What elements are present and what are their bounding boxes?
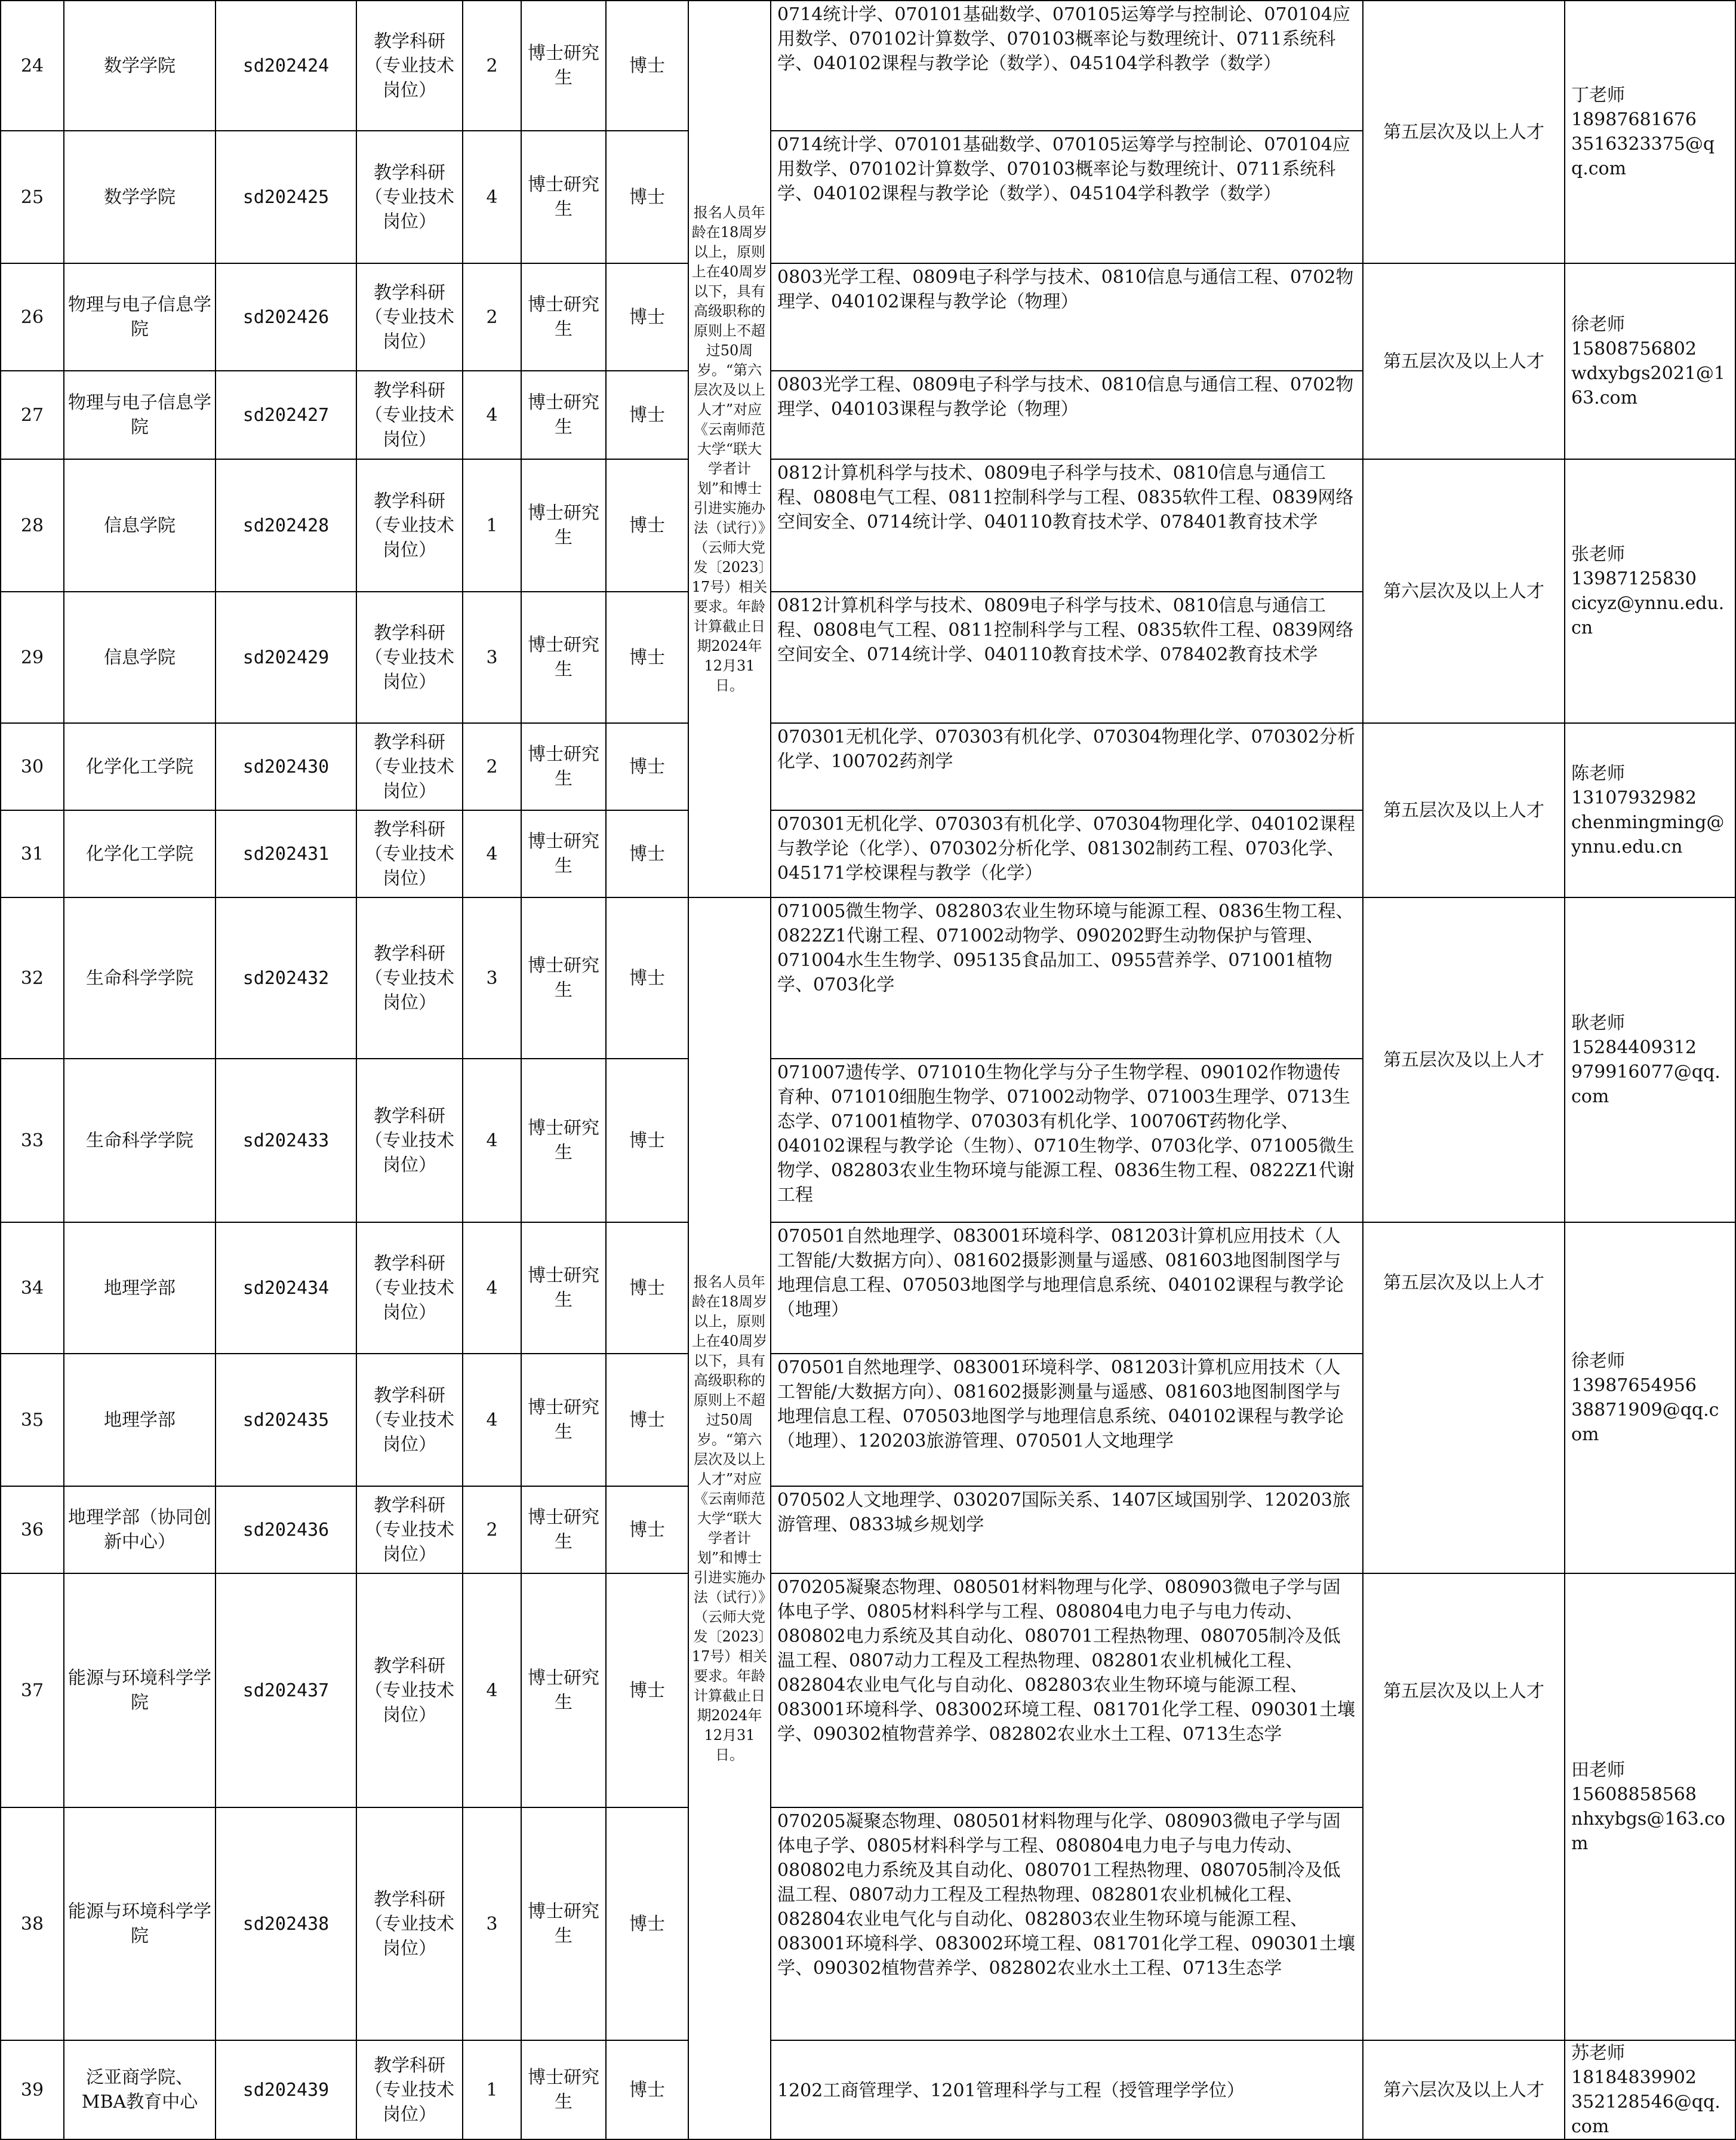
row-number: 27 [1, 371, 64, 459]
major-list: 070501自然地理学、083001环境科学、081203计算机应用技术（人工智能/大数据方向）、081602摄影测量与遥感、081603地图制图学与地理信息工程、070503地图学与地理信息系统、040102课程与教学论（地理） [771, 1222, 1363, 1354]
degree: 博士 [606, 1354, 688, 1486]
post-code: sd202429 [216, 592, 356, 723]
major-list: 070502人文地理学、030207国际关系、1407区域国别学、120203旅游管理、0833城乡规划学 [771, 1486, 1363, 1573]
headcount: 4 [463, 1573, 521, 1807]
post-type: 教学科研（专业技术岗位） [356, 723, 463, 810]
education: 博士研究生 [521, 810, 606, 897]
post-type: 教学科研（专业技术岗位） [356, 2040, 463, 2139]
department: 信息学院 [64, 459, 216, 592]
row-number: 32 [1, 897, 64, 1059]
degree: 博士 [606, 131, 688, 263]
headcount: 4 [463, 1354, 521, 1486]
requirement-note: 报名人员年龄在18周岁以上，原则上在40周岁以下，具有高级职称的原则上不超过50周岁。“第六层次及以上人才”对应《云南师范大学“联大学者计划”和博士引进实施办法（试行）》（云师大党发〔2023〕17号）相关要求。年龄计算截止日期2024年12月31日。 [688, 1, 771, 897]
degree: 博士 [606, 1222, 688, 1354]
department: 能源与环境科学学院 [64, 1573, 216, 1807]
headcount: 4 [463, 810, 521, 897]
post-code: sd202436 [216, 1486, 356, 1573]
post-type: 教学科研（专业技术岗位） [356, 1486, 463, 1573]
row-number: 24 [1, 1, 64, 131]
post-code: sd202425 [216, 131, 356, 263]
contact-info: 田老师 15608858568 nhxybgs@163.com [1565, 1573, 1735, 2040]
table-row [1, 459, 1735, 592]
contact-info: 耿老师 15284409312 979916077@qq.com [1565, 897, 1735, 1222]
contact-info: 徐老师 13987654956 38871909@qq.com [1565, 1222, 1735, 1573]
post-type: 教学科研（专业技术岗位） [356, 263, 463, 371]
headcount: 4 [463, 1222, 521, 1354]
department: 化学化工学院 [64, 723, 216, 810]
degree: 博士 [606, 810, 688, 897]
row-number: 28 [1, 459, 64, 592]
major-list: 070501自然地理学、083001环境科学、081203计算机应用技术（人工智能/大数据方向）、081602摄影测量与遥感、081603地图制图学与地理信息工程、070503地图学与地理信息系统、040102课程与教学论（地理）、120203旅游管理、070501人文地理学 [771, 1354, 1363, 1486]
degree: 博士 [606, 263, 688, 371]
post-type: 教学科研（专业技术岗位） [356, 897, 463, 1059]
degree: 博士 [606, 2040, 688, 2139]
major-list: 0803光学工程、0809电子科学与技术、0810信息与通信工程、0702物理学、040103课程与教学论（物理） [771, 371, 1363, 459]
row-number: 33 [1, 1059, 64, 1222]
post-code: sd202432 [216, 897, 356, 1059]
table-row [1, 1573, 1735, 1807]
post-code: sd202428 [216, 459, 356, 592]
post-code: sd202438 [216, 1807, 356, 2040]
headcount: 2 [463, 1486, 521, 1573]
row-number: 31 [1, 810, 64, 897]
row-number: 29 [1, 592, 64, 723]
headcount: 4 [463, 131, 521, 263]
table-row [1, 1, 1735, 131]
talent-level: 第五层次及以上人才 [1363, 263, 1565, 459]
education: 博士研究生 [521, 1222, 606, 1354]
major-list: 070301无机化学、070303有机化学、070304物理化学、040102课程与教学论（化学）、070302分析化学、081302制药工程、0703化学、045171学校课程与教学（化学） [771, 810, 1363, 897]
post-code: sd202427 [216, 371, 356, 459]
department: 地理学部（协同创新中心） [64, 1486, 216, 1573]
talent-level: 第五层次及以上人才 [1363, 1573, 1565, 2040]
education: 博士研究生 [521, 2040, 606, 2139]
major-list: 1202工商管理学、1201管理科学与工程（授管理学学位） [771, 2040, 1363, 2139]
row-number: 26 [1, 263, 64, 371]
major-list: 070205凝聚态物理、080501材料物理与化学、080903微电子学与固体电子学、0805材料科学与工程、080804电力电子与电力传动、080802电力系统及其自动化、080701工程热物理、080705制冷及低温工程、0807动力工程及工程热物理、082801农业机械化工程、082804农业电气化与自动化、082803农业生物环境与能源工程、083001环境科学、083002环境工程、081701化学工程、090301土壤学、090302植物营养学、082802农业水土工程、0713生态学 [771, 1573, 1363, 1807]
post-type: 教学科研（专业技术岗位） [356, 1222, 463, 1354]
department: 泛亚商学院、MBA教育中心 [64, 2040, 216, 2139]
major-list: 0812计算机科学与技术、0809电子科学与技术、0810信息与通信工程、0808电气工程、0811控制科学与工程、0835软件工程、0839网络空间安全、0714统计学、040110教育技术学、078402教育技术学 [771, 592, 1363, 723]
row-number: 35 [1, 1354, 64, 1486]
department: 地理学部 [64, 1222, 216, 1354]
post-type: 教学科研（专业技术岗位） [356, 1354, 463, 1486]
headcount: 3 [463, 1807, 521, 2040]
department: 生命科学学院 [64, 897, 216, 1059]
talent-level: 第六层次及以上人才 [1363, 459, 1565, 723]
education: 博士研究生 [521, 1354, 606, 1486]
table-row [1, 263, 1735, 371]
headcount: 3 [463, 592, 521, 723]
post-type: 教学科研（专业技术岗位） [356, 1059, 463, 1222]
row-number: 36 [1, 1486, 64, 1573]
education: 博士研究生 [521, 1807, 606, 2040]
post-type: 教学科研（专业技术岗位） [356, 1573, 463, 1807]
headcount: 4 [463, 1059, 521, 1222]
major-list: 0803光学工程、0809电子科学与技术、0810信息与通信工程、0702物理学、040102课程与教学论（物理） [771, 263, 1363, 371]
department: 物理与电子信息学院 [64, 263, 216, 371]
talent-level: 第五层次及以上人才 [1363, 723, 1565, 897]
department: 数学学院 [64, 1, 216, 131]
major-list: 070301无机化学、070303有机化学、070304物理化学、070302分析化学、100702药剂学 [771, 723, 1363, 810]
degree: 博士 [606, 1059, 688, 1222]
post-code: sd202426 [216, 263, 356, 371]
contact-info: 丁老师 18987681676 3516323375@qq.com [1565, 1, 1735, 263]
degree: 博士 [606, 1, 688, 131]
post-type: 教学科研（专业技术岗位） [356, 1807, 463, 2040]
degree: 博士 [606, 1807, 688, 2040]
degree: 博士 [606, 371, 688, 459]
major-list: 071005微生物学、082803农业生物环境与能源工程、0836生物工程、0822Z1代谢工程、071002动物学、090202野生动物保护与管理、071004水生生物学、095135食品加工、0955营养学、071001植物学、0703化学 [771, 897, 1363, 1059]
post-code: sd202431 [216, 810, 356, 897]
degree: 博士 [606, 1486, 688, 1573]
post-code: sd202430 [216, 723, 356, 810]
degree: 博士 [606, 1573, 688, 1807]
requirement-note: 报名人员年龄在18周岁以上，原则上在40周岁以下，具有高级职称的原则上不超过50周岁。“第六层次及以上人才”对应《云南师范大学“联大学者计划”和博士引进实施办法（试行）》（云师大党发〔2023〕17号）相关要求。年龄计算截止日期2024年12月31日。 [688, 897, 771, 2139]
education: 博士研究生 [521, 1573, 606, 1807]
post-type: 教学科研（专业技术岗位） [356, 1, 463, 131]
education: 博士研究生 [521, 592, 606, 723]
talent-level: 第五层次及以上人才 [1363, 1222, 1565, 1573]
post-code: sd202435 [216, 1354, 356, 1486]
headcount: 2 [463, 263, 521, 371]
degree: 博士 [606, 459, 688, 592]
major-list: 0714统计学、070101基础数学、070105运筹学与控制论、070104应用数学、070102计算数学、070103概率论与数理统计、0711系统科学、040102课程与教学论（数学）、045104学科教学（数学） [771, 1, 1363, 131]
post-code: sd202424 [216, 1, 356, 131]
education: 博士研究生 [521, 723, 606, 810]
department: 生命科学学院 [64, 1059, 216, 1222]
contact-info: 陈老师 13107932982 chenmingming@ynnu.edu.cn [1565, 723, 1735, 897]
department: 数学学院 [64, 131, 216, 263]
row-number: 38 [1, 1807, 64, 2040]
post-type: 教学科研（专业技术岗位） [356, 592, 463, 723]
contact-info: 张老师 13987125830 cicyz@ynnu.edu.cn [1565, 459, 1735, 723]
major-list: 0714统计学、070101基础数学、070105运筹学与控制论、070104应用数学、070102计算数学、070103概率论与数理统计、0711系统科学、040102课程与教学论（数学）、045104学科教学（数学） [771, 131, 1363, 263]
education: 博士研究生 [521, 1059, 606, 1222]
talent-level: 第五层次及以上人才 [1363, 1, 1565, 263]
post-type: 教学科研（专业技术岗位） [356, 131, 463, 263]
table-row [1, 723, 1735, 810]
headcount: 4 [463, 371, 521, 459]
post-code: sd202437 [216, 1573, 356, 1807]
education: 博士研究生 [521, 1486, 606, 1573]
headcount: 1 [463, 459, 521, 592]
department: 地理学部 [64, 1354, 216, 1486]
degree: 博士 [606, 897, 688, 1059]
headcount: 2 [463, 723, 521, 810]
contact-info: 苏老师 18184839902 352128546@qq.com [1565, 2040, 1735, 2139]
education: 博士研究生 [521, 371, 606, 459]
degree: 博士 [606, 723, 688, 810]
post-code: sd202433 [216, 1059, 356, 1222]
post-code: sd202434 [216, 1222, 356, 1354]
headcount: 2 [463, 1, 521, 131]
department: 信息学院 [64, 592, 216, 723]
major-list: 070205凝聚态物理、080501材料物理与化学、080903微电子学与固体电子学、0805材料科学与工程、080804电力电子与电力传动、080802电力系统及其自动化、080701工程热物理、080705制冷及低温工程、0807动力工程及工程热物理、082801农业机械化工程、082804农业电气化与自动化、082803农业生物环境与能源工程、083001环境科学、083002环境工程、081701化学工程、090301土壤学、090302植物营养学、082802农业水土工程、0713生态学 [771, 1807, 1363, 2040]
department: 能源与环境科学学院 [64, 1807, 216, 2040]
row-number: 25 [1, 131, 64, 263]
talent-level: 第六层次及以上人才 [1363, 2040, 1565, 2139]
row-number: 37 [1, 1573, 64, 1807]
row-number: 39 [1, 2040, 64, 2139]
table-row [1, 2040, 1735, 2139]
talent-level: 第五层次及以上人才 [1363, 897, 1565, 1222]
education: 博士研究生 [521, 459, 606, 592]
table-row [1, 1222, 1735, 1354]
post-code: sd202439 [216, 2040, 356, 2139]
post-type: 教学科研（专业技术岗位） [356, 810, 463, 897]
row-number: 30 [1, 723, 64, 810]
major-list: 0812计算机科学与技术、0809电子科学与技术、0810信息与通信工程、0808电气工程、0811控制科学与工程、0835软件工程、0839网络空间安全、0714统计学、040110教育技术学、078401教育技术学 [771, 459, 1363, 592]
post-type: 教学科研（专业技术岗位） [356, 371, 463, 459]
education: 博士研究生 [521, 1, 606, 131]
department: 化学化工学院 [64, 810, 216, 897]
degree: 博士 [606, 592, 688, 723]
headcount: 1 [463, 2040, 521, 2139]
education: 博士研究生 [521, 897, 606, 1059]
contact-info: 徐老师 15808756802 wdxybgs2021@163.com [1565, 263, 1735, 459]
education: 博士研究生 [521, 263, 606, 371]
major-list: 071007遗传学、071010生物化学与分子生物学程、090102作物遗传育种、071010细胞生物学、071002动物学、071003生理学、0713生态学、071001植物学、070303有机化学、100706T药物化学、040102课程与教学论（生物）、0710生物学、0703化学、071005微生物学、082803农业生物环境与能源工程、0836生物工程、0822Z1代谢工程 [771, 1059, 1363, 1222]
headcount: 3 [463, 897, 521, 1059]
department: 物理与电子信息学院 [64, 371, 216, 459]
row-number: 34 [1, 1222, 64, 1354]
post-type: 教学科研（专业技术岗位） [356, 459, 463, 592]
table-row [1, 897, 1735, 1059]
education: 博士研究生 [521, 131, 606, 263]
